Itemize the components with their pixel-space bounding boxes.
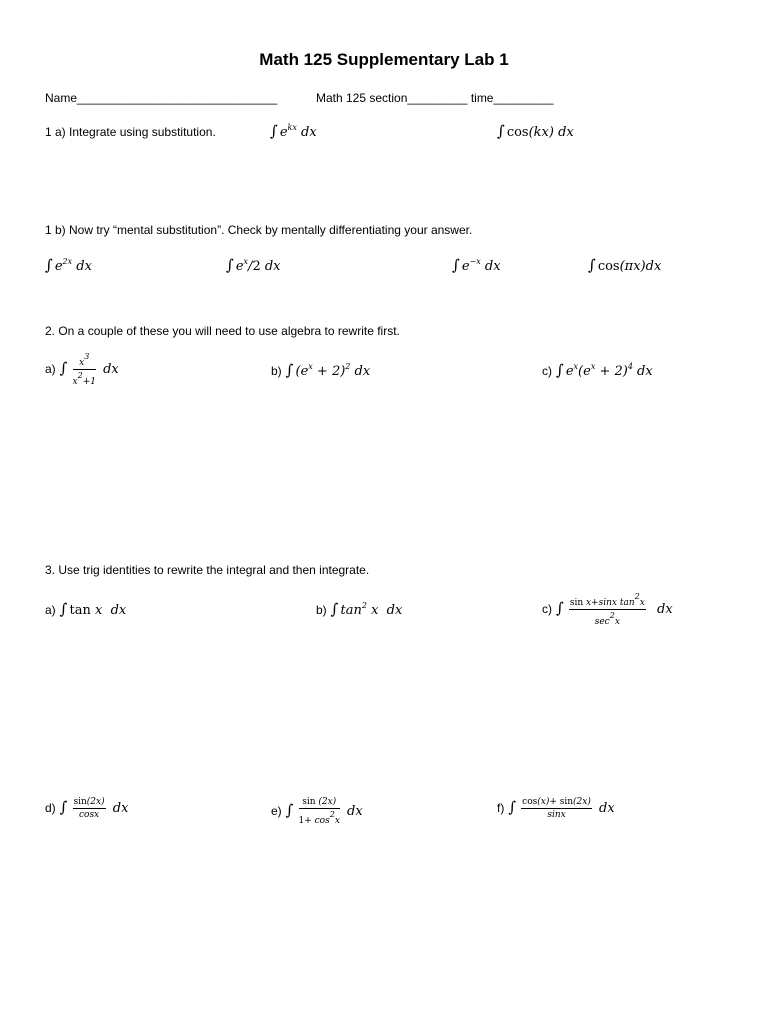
name-blank: ______________________________ — [77, 91, 278, 105]
q3-label-f: f) — [497, 801, 505, 815]
q2-expr-b: b) ∫ $(e^x + 2)^2$ dx — [271, 361, 371, 379]
q1b-expr-1: ∫ $e^{2x}$ dx — [45, 256, 92, 274]
q1a-expr-2: ∫ cos(kx) dx — [497, 122, 574, 140]
section-blank: _________ — [407, 91, 468, 105]
q1a-expr-1: ∫ $e^{kx}$ dx — [270, 122, 317, 140]
name-label: Name — [45, 91, 78, 105]
section-field — [316, 91, 554, 105]
q3-expr-c: c) ∫ $\frac{\sin x+\sin x \tan^2x}{\sec^2x}$ dx — [542, 592, 673, 627]
time-label: time — [470, 91, 494, 105]
q1b-prompt: 1 b) Now try “mental substitution”. Check by mentally differentiating your answer. — [45, 223, 473, 237]
q2-expr-c: c) ∫ $e^x(e^x + 2)^4$ dx — [542, 361, 653, 379]
q2-label-b: b) — [271, 364, 282, 378]
q1b-expr-2: ∫ $e^x/2$ dx — [226, 256, 281, 274]
q3-label-b: b) — [316, 603, 327, 617]
q2-label-c: c) — [542, 364, 552, 378]
q3-expr-a: a) ∫ tan x dx — [45, 600, 127, 618]
q2-prompt: 2. On a couple of these you will need to use algebra to rewrite first. — [45, 324, 400, 338]
section-label: Math 125 section — [316, 91, 408, 105]
q1b-expr-4: ∫ cos(πx)dx — [588, 256, 662, 274]
q3-label-c: c) — [542, 602, 552, 616]
q3-expr-e: e) ∫ $\frac{\sin (2x)}{1+ \cos^2x}$ dx — [271, 797, 363, 826]
time-blank: _________ — [493, 91, 554, 105]
q2-expr-a: a) ∫ $\frac{x^3}{x^2+1}$ dx — [45, 352, 119, 387]
q3-label-a: a) — [45, 603, 56, 617]
q2-label-a: a) — [45, 362, 56, 376]
page-title: Math 125 Supplementary Lab 1 — [259, 50, 509, 69]
q3-expr-d: d) ∫ $\frac{\sin(2x)}{\cos x}$ dx — [45, 797, 129, 820]
q3-label-d: d) — [45, 801, 56, 815]
name-field — [45, 91, 277, 105]
q3-prompt: 3. Use trig identities to rewrite the integral and then integrate. — [45, 563, 370, 577]
q3-label-e: e) — [271, 804, 282, 818]
q3-expr-b: b) ∫ $\tan^2 x$ dx — [316, 600, 403, 618]
q3-expr-f: f) ∫ $\frac{\cos(x)+ \sin(2x)}{\sin x}$ dx — [497, 797, 615, 820]
q1b-expr-3: ∫ $e^{-x}$ dx — [452, 256, 501, 274]
q1a-prompt: 1 a) Integrate using substitution. — [45, 125, 216, 139]
